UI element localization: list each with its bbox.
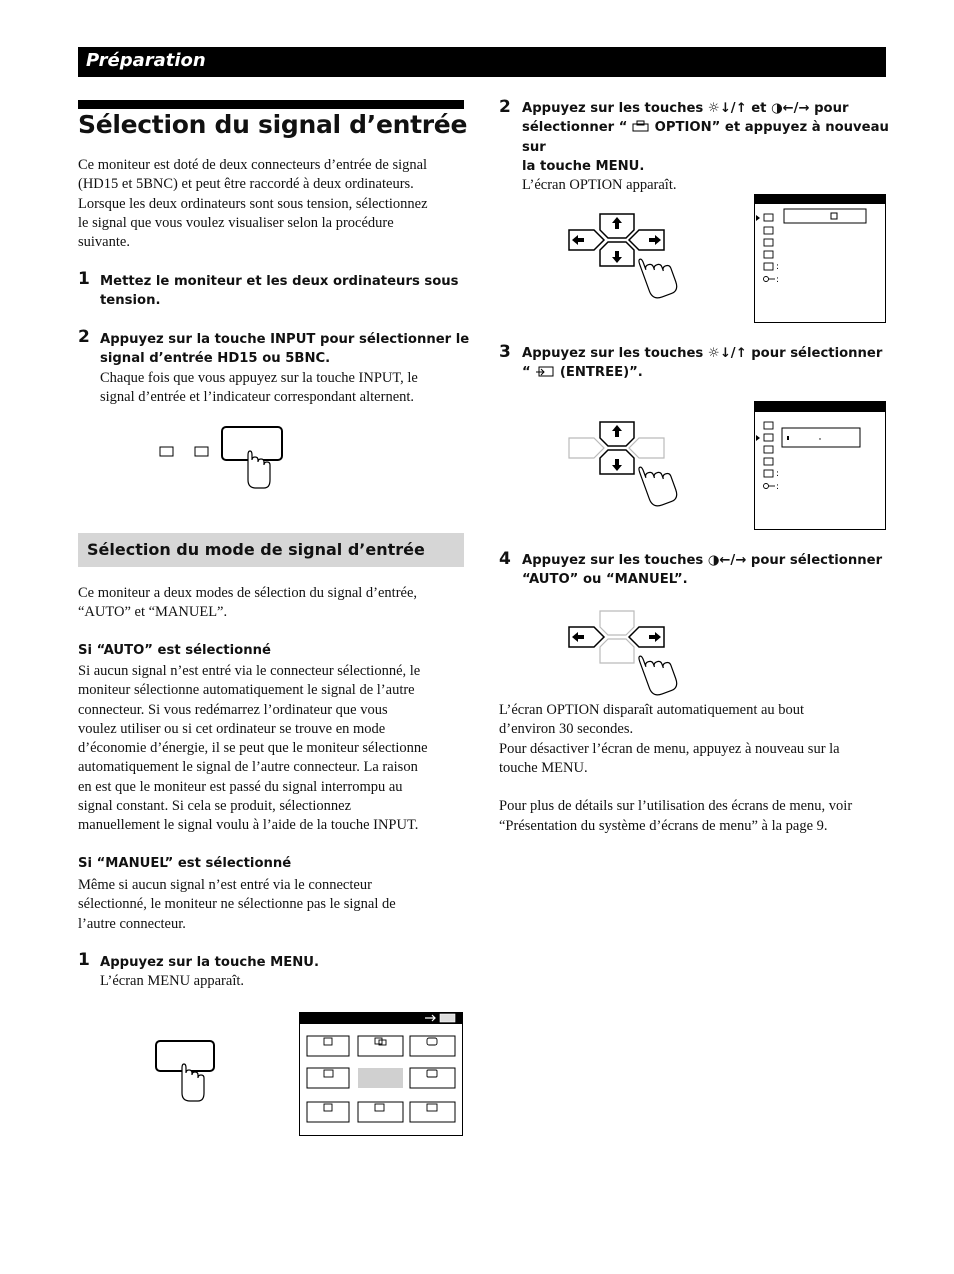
step-note: L’écran MENU apparaît. bbox=[100, 973, 245, 990]
text-span: OPTION” et appuyez à nouveau sur bbox=[522, 120, 889, 155]
right-key[interactable] bbox=[629, 438, 664, 458]
step-note: L’écran OPTION apparaît. bbox=[522, 177, 677, 194]
option-screen-illustration bbox=[754, 401, 886, 531]
option-row-label: : bbox=[776, 469, 780, 479]
menu-tile[interactable] bbox=[307, 1102, 349, 1122]
text-line: L’écran OPTION disparaît automatiquement au bout bbox=[499, 702, 805, 718]
step-line: Appuyez sur la touche INPUT pour sélectionner le bbox=[100, 332, 470, 347]
subsection-title: Sélection du mode de signal d’entrée bbox=[87, 540, 425, 559]
text-span: Appuyez sur les touches bbox=[522, 101, 708, 116]
left-key[interactable] bbox=[569, 438, 604, 458]
step-number: 3 bbox=[499, 342, 511, 362]
mode-step-text bbox=[522, 551, 892, 590]
arrow-keypad-illustration bbox=[566, 607, 686, 697]
text-line: “Présentation du système d’écrans de menu” à la page 9. bbox=[499, 817, 828, 834]
input-button-illustration bbox=[150, 420, 300, 492]
auto-paragraph bbox=[78, 662, 470, 836]
text-span: pour bbox=[809, 101, 849, 116]
step-1-text bbox=[100, 272, 470, 311]
menu-step-text bbox=[100, 953, 470, 992]
manuel-paragraph bbox=[78, 876, 470, 934]
option-step-text bbox=[522, 99, 892, 195]
step-note: Chaque fois que vous appuyez sur la touche INPUT, le bbox=[100, 369, 418, 386]
text-span: sélectionner “ bbox=[522, 120, 633, 136]
text-line: Ce moniteur a deux modes de sélection du signal d’entrée, bbox=[78, 585, 418, 601]
auto-heading: Si “AUTO” est sélectionné bbox=[78, 643, 271, 658]
title-rule bbox=[78, 100, 464, 109]
option-screen-illustration bbox=[754, 194, 886, 324]
option-icon bbox=[632, 120, 650, 132]
step-line: Mettez le moniteur et les deux ordinateurs sous bbox=[100, 274, 459, 289]
intro-line: (HD15 et 5BNC) et peut être raccordé à deux ordinateurs. bbox=[78, 176, 414, 193]
text-line: Pour désactiver l’écran de menu, appuyez à nouveau sur la bbox=[499, 740, 840, 757]
text-line: en est que le moniteur est passé du signal interrompu au bbox=[78, 778, 403, 795]
text-line: connecteur. Si vous redémarrez l’ordinateur que vous bbox=[78, 701, 388, 718]
text-line: Même si aucun signal n’est entré via le connecteur bbox=[78, 877, 372, 893]
section-header-label: Préparation bbox=[86, 50, 206, 71]
menu-tile[interactable] bbox=[307, 1068, 349, 1088]
step-line bbox=[522, 99, 892, 118]
intro-paragraph bbox=[78, 156, 468, 252]
text-line: d’environ 30 secondes. bbox=[499, 721, 634, 738]
menu-tile[interactable] bbox=[410, 1036, 455, 1056]
5bnc-indicator bbox=[195, 447, 208, 456]
step-line: tension. bbox=[100, 293, 161, 309]
text-span: Appuyez sur les touches bbox=[522, 346, 708, 361]
text-span: et bbox=[746, 101, 772, 116]
intro-line: Ce moniteur est doté de deux connecteurs d’entrée de signal bbox=[78, 157, 428, 173]
text-span: pour sélectionner bbox=[746, 346, 883, 361]
pointing-hand-icon bbox=[638, 250, 679, 300]
page-title: Sélection du signal d’entrée bbox=[78, 110, 468, 139]
menu-tile[interactable] bbox=[307, 1036, 349, 1056]
step-note: signal d’entrée et l’indicateur correspondant alternent. bbox=[100, 388, 415, 405]
step-line: Appuyez sur la touche MENU. bbox=[100, 955, 320, 970]
option-tile[interactable] bbox=[410, 1102, 455, 1122]
step-number: 2 bbox=[78, 327, 90, 347]
pointing-hand-icon bbox=[638, 647, 679, 697]
text-line: voulez utiliser ou si cet ordinateur se trouve en mode bbox=[78, 720, 386, 737]
text-line: l’autre connecteur. bbox=[78, 915, 186, 932]
text-line: Si aucun signal n’est entré via le connecteur sélectionné, le bbox=[78, 663, 421, 679]
menu-tile-highlight bbox=[358, 1068, 403, 1088]
arrow-keypad-illustration bbox=[566, 210, 686, 300]
menu-tile[interactable] bbox=[410, 1068, 455, 1088]
input-step-text bbox=[522, 344, 892, 383]
step-line: signal d’entrée HD15 ou 5BNC. bbox=[100, 351, 331, 367]
closing-paragraph bbox=[499, 701, 891, 836]
text-span: (ENTREE)”. bbox=[555, 365, 643, 381]
step-line: “AUTO” ou “MANUEL”. bbox=[522, 572, 688, 588]
contrast-keys-icon: ◑←/→ bbox=[707, 553, 747, 568]
brightness-keys-icon: ☼↓/↑ bbox=[707, 346, 747, 361]
step-line bbox=[522, 363, 892, 382]
step-2-text bbox=[100, 330, 470, 407]
section2-intro bbox=[78, 584, 468, 623]
arrow-keypad-illustration bbox=[566, 418, 686, 508]
brightness-keys-icon: ☼↓/↑ bbox=[707, 101, 747, 116]
text-line: signal constant. Si cela se produit, sélectionnez bbox=[78, 798, 352, 815]
manuel-heading: Si “MANUEL” est sélectionné bbox=[78, 856, 292, 871]
step-number: 1 bbox=[78, 269, 90, 289]
section-header-bar bbox=[78, 47, 886, 77]
contrast-keys-icon: ◑←/→ bbox=[771, 101, 810, 116]
step-line bbox=[522, 344, 892, 363]
text-line: manuellement le signal voulu à l’aide de la touche INPUT. bbox=[78, 817, 419, 834]
step-number: 2 bbox=[499, 97, 511, 117]
text-line: automatiquement le signal de l’autre connecteur. La raison bbox=[78, 759, 418, 776]
step-number: 4 bbox=[499, 549, 511, 569]
text-span: Appuyez sur les touches bbox=[522, 553, 708, 568]
step-number: 1 bbox=[78, 950, 90, 970]
intro-line: suivante. bbox=[78, 234, 130, 251]
step-line bbox=[522, 118, 892, 157]
menu-screen-illustration bbox=[299, 1012, 463, 1136]
menu-tile[interactable] bbox=[358, 1036, 403, 1056]
text-line: moniteur sélectionne automatiquement le signal de l’autre bbox=[78, 682, 415, 699]
text-line: “AUTO” et “MANUEL”. bbox=[78, 604, 228, 621]
menu-tile[interactable] bbox=[358, 1102, 403, 1122]
step-line bbox=[522, 551, 892, 570]
text-span: pour sélectionner bbox=[746, 553, 883, 568]
intro-line: Lorsque les deux ordinateurs sont sous tension, sélectionnez bbox=[78, 195, 428, 212]
blank-line bbox=[499, 778, 891, 797]
text-span: “ bbox=[522, 365, 536, 381]
text-line: d’économie d’énergie, il se peut que le moniteur sélectionne bbox=[78, 740, 428, 757]
text-line: Pour plus de détails sur l’utilisation des écrans de menu, voir bbox=[499, 798, 853, 815]
input-icon bbox=[535, 365, 555, 377]
hd15-indicator bbox=[160, 447, 173, 456]
subsection-bar bbox=[78, 533, 464, 567]
up-key[interactable] bbox=[600, 611, 634, 635]
intro-line: le signal que vous voulez visualiser selon la procédure bbox=[78, 214, 394, 231]
menu-button-illustration bbox=[150, 1035, 225, 1107]
step-line: la touche MENU. bbox=[522, 158, 645, 174]
text-line: touche MENU. bbox=[499, 759, 588, 776]
pointing-hand-icon bbox=[638, 458, 679, 508]
option-row-label: : bbox=[776, 482, 780, 492]
down-key[interactable] bbox=[600, 639, 634, 663]
option-row-label: : bbox=[776, 275, 780, 285]
option-row-label: : bbox=[776, 262, 780, 272]
text-line: sélectionné, le moniteur ne sélectionne pas le signal de bbox=[78, 896, 396, 913]
